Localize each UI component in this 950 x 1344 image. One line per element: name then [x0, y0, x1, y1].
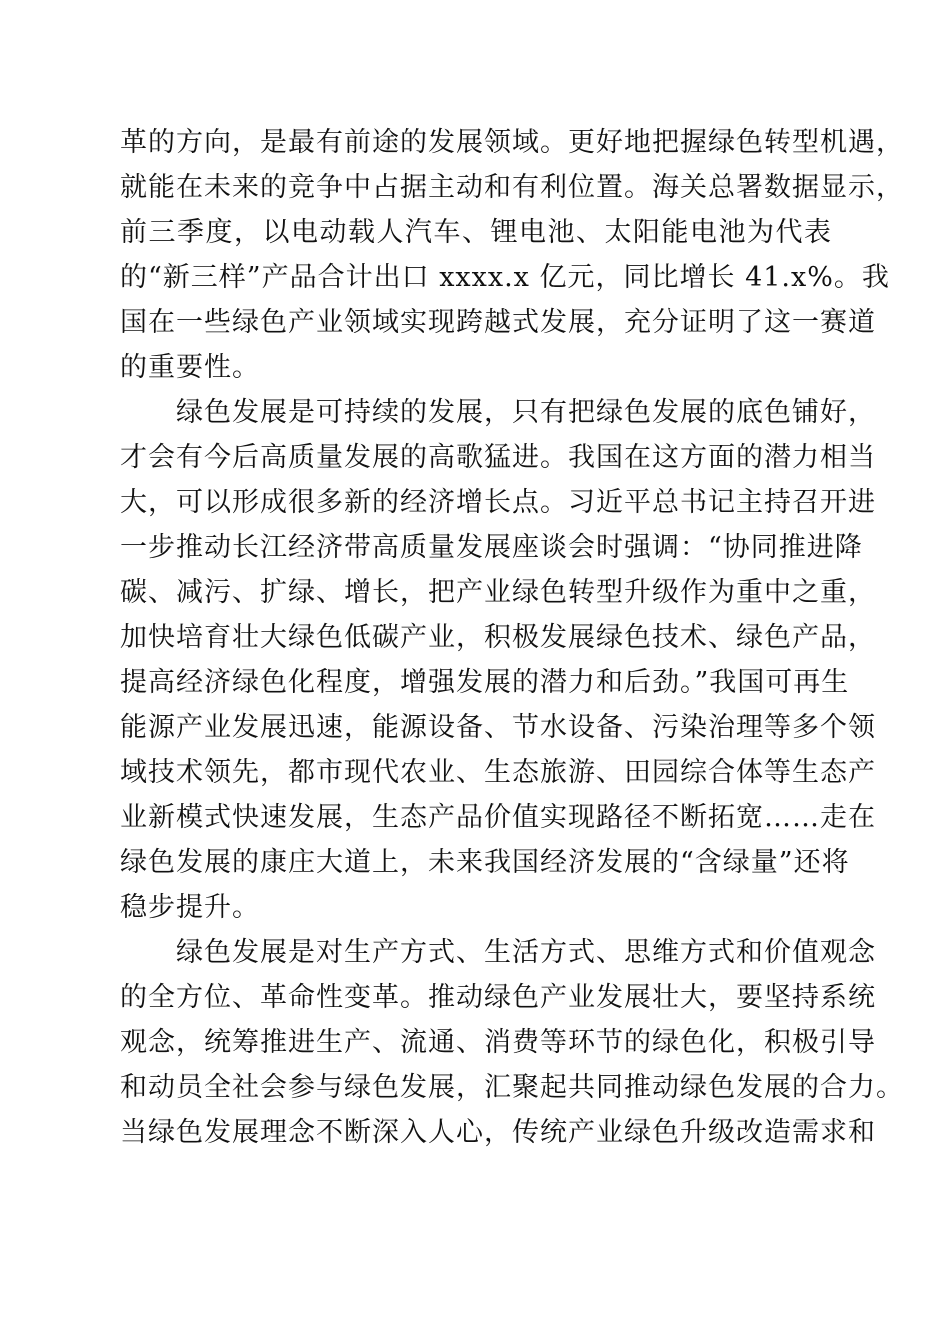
text-line: 一步推动长江经济带高质量发展座谈会时强调：“协同推进降 [120, 532, 863, 563]
document-page [120, 120, 904, 1155]
text-line: 的“新三样”产品合计出口 xxxx.x 亿元，同比增长 41.x%。我 [120, 262, 890, 293]
paragraph-3 [120, 930, 904, 1155]
text-line: 绿色发展是可持续的发展，只有把绿色发展的底色铺好， [120, 397, 876, 428]
text-line: 国在一些绿色产业领域实现跨越式发展，充分证明了这一赛道 [120, 307, 876, 338]
text-line: 稳步提升。 [120, 892, 260, 923]
text-line: 绿色发展的康庄大道上，未来我国经济发展的“含绿量”还将 [120, 847, 850, 878]
text-line: 能源产业发展迅速，能源设备、节水设备、污染治理等多个领 [120, 712, 876, 743]
text-line: 提高经济绿色化程度，增强发展的潜力和后劲。”我国可再生 [120, 667, 850, 698]
text-line: 当绿色发展理念不断深入人心，传统产业绿色升级改造需求和 [120, 1117, 876, 1148]
text-line: 绿色发展是对生产方式、生活方式、思维方式和价值观念 [120, 937, 876, 968]
text-line: 业新模式快速发展，生态产品价值实现路径不断拓宽……走在 [120, 802, 876, 833]
text-line: 大，可以形成很多新的经济增长点。习近平总书记主持召开进 [120, 487, 876, 518]
text-line: 就能在未来的竞争中占据主动和有利位置。海关总署数据显示， [120, 172, 904, 203]
text-line: 的重要性。 [120, 352, 260, 383]
text-line: 的全方位、革命性变革。推动绿色产业发展壮大，要坚持系统 [120, 982, 876, 1013]
text-line: 前三季度，以电动载人汽车、锂电池、太阳能电池为代表 [120, 217, 832, 248]
text-line: 才会有今后高质量发展的高歌猛进。我国在这方面的潜力相当 [120, 442, 876, 473]
text-line: 域技术领先，都市现代农业、生态旅游、田园综合体等生态产 [120, 757, 876, 788]
text-line: 和动员全社会参与绿色发展，汇聚起共同推动绿色发展的合力。 [120, 1072, 904, 1103]
text-line: 加快培育壮大绿色低碳产业，积极发展绿色技术、绿色产品， [120, 622, 876, 653]
text-line: 革的方向，是最有前途的发展领域。更好地把握绿色转型机遇， [120, 127, 904, 158]
text-line: 碳、减污、扩绿、增长，把产业绿色转型升级作为重中之重， [120, 577, 876, 608]
text-line: 观念，统筹推进生产、流通、消费等环节的绿色化，积极引导 [120, 1027, 876, 1058]
paragraph-1 [120, 120, 904, 390]
paragraph-2 [120, 390, 876, 930]
